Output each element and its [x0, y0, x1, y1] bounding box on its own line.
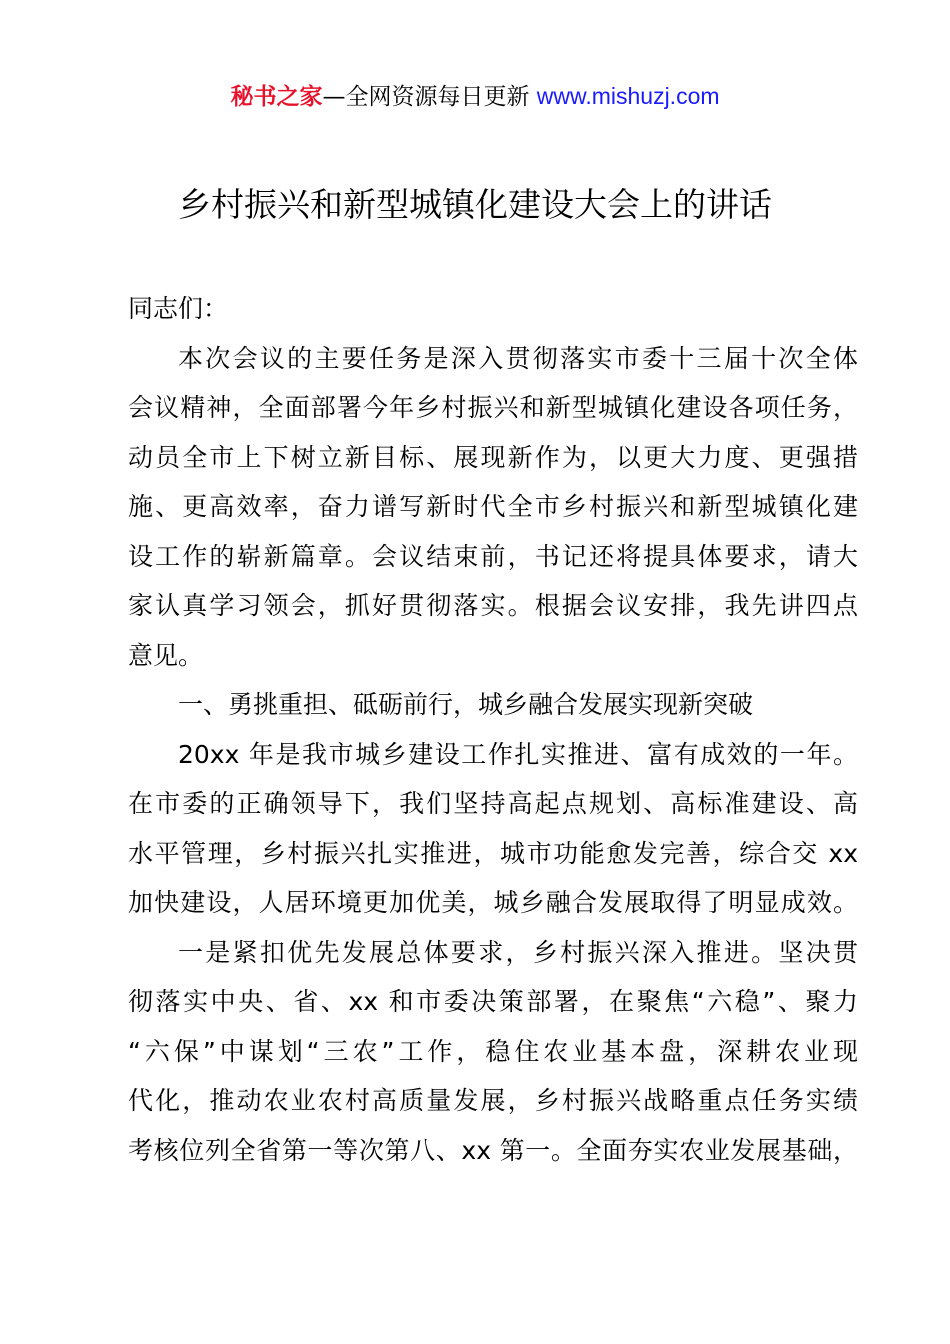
header-tagline: —全网资源每日更新 [322, 84, 537, 110]
paragraph-line: 20xx 年是我市城乡建设工作扎实推进、富有成效的一年。 [178, 739, 858, 769]
paragraph-line: 彻落实中央、省、xx 和市委决策部署，在聚焦“六稳”、聚力 [128, 987, 858, 1016]
paragraph-line: 意见。 [128, 640, 204, 670]
document-title: 乡村振兴和新型城镇化建设大会上的讲话 [178, 185, 772, 224]
paragraph-line: 水平管理，乡村振兴扎实推进，城市功能愈发完善，综合交 xx [128, 838, 858, 868]
paragraph-line: 加快建设，人居环境更加优美，城乡融合发展取得了明显成效。 [128, 888, 858, 917]
paragraph-line: 在市委的正确领导下，我们坚持高起点规划、高标准建设、高 [128, 789, 858, 818]
paragraph-line: 本次会议的主要任务是深入贯彻落实市委十三届十次全体 [178, 343, 858, 373]
paragraph-line: 施、更高效率，奋力谱写新时代全市乡村振兴和新型城镇化建 [128, 492, 858, 521]
paragraph-line: 考核位列全省第一等次第八、xx 第一。全面夯实农业发展基础， [128, 1135, 858, 1165]
section-heading: 一、勇挑重担、砥砺前行，城乡融合发展实现新突破 [178, 690, 754, 719]
brand-name: 秘书之家 [230, 84, 323, 110]
paragraph-line: 家认真学习领会，抓好贯彻落实。根据会议安排，我先讲四点 [128, 591, 858, 620]
paragraph-line: 设工作的崭新篇章。会议结束前，书记还将提具体要求，请大 [128, 541, 858, 571]
paragraph-line: “六保”中谋划“三农”工作，稳住农业基本盘，深耕农业现 [128, 1036, 858, 1066]
salutation: 同志们： [128, 294, 229, 323]
paragraph-line: 代化，推动农业农村高质量发展，乡村振兴战略重点任务实绩 [128, 1086, 858, 1115]
site-url-link[interactable]: www.mishuzj.com [536, 83, 720, 109]
paragraph-line: 一是紧扣优先发展总体要求，乡村振兴深入推进。坚决贯 [178, 937, 858, 967]
document-body [128, 284, 858, 1175]
paragraph-line: 会议精神，全面部署今年乡村振兴和新型城镇化建设各项任务， [128, 393, 858, 422]
paragraph-line: 动员全市上下树立新目标、展现新作为，以更大力度、更强措 [128, 442, 858, 472]
site-header [0, 80, 950, 113]
